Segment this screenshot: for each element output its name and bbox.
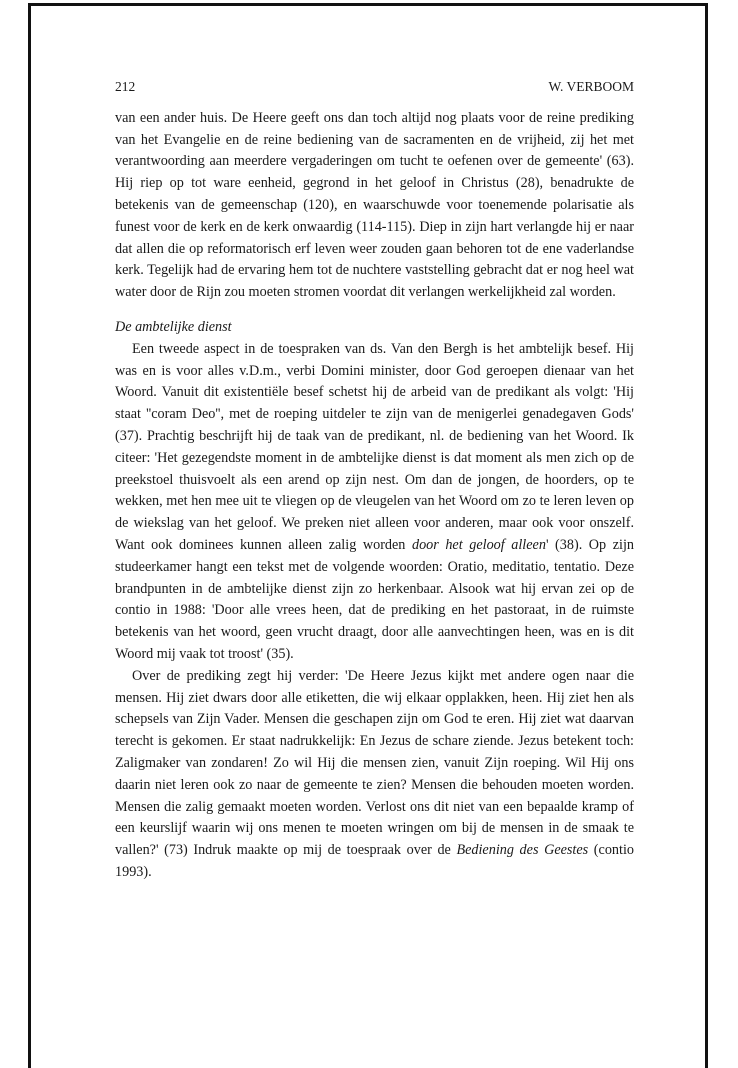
paragraph-3-emphasis: Bediening des Geestes <box>456 842 589 859</box>
page-number: 212 <box>115 79 136 94</box>
paragraph-2-text-a: Een tweede aspect in de toespraken van ds. Van den Bergh is het ambtelijk besef. Hij was en is voor alles v.D.m., verbi Domini minister, door God geroepen dienaar van het Woord. Vanuit dit existentiële besef schetst hij de arbeid van de predikant als volgt: 'Hij staat ''coram Deo'', met de roeping uitdeler te zijn van de menigerlei genadegaven Gods' (37). Prachtig beschrijft hij de taak van de predikant, nl. de bediening van het Woord. Ik citeer: 'Het gezegendste moment in de ambtelijke dienst is dat moment als men zich op de preekstoel thuisvoelt als een arend op zijn nest. Om dan de jongen, de hoorders, op te wekken, met hen mee uit te vliegen op de vleugelen van het Woord om zo te leren leven op de wiekslag van het geloof. We preken niet alleen voor anderen, maar ook voor onszelf. Want ook dominees kunnen alleen zalig worden <box>115 340 634 553</box>
paragraph-2-emphasis: door het geloof alleen <box>411 536 546 553</box>
section-heading: De ambtelijke dienst <box>115 318 232 335</box>
paragraph-3 <box>115 666 634 884</box>
paragraph-3-text-b: (contio 1993). <box>115 842 634 880</box>
scan-border-left <box>28 3 31 1068</box>
paragraph-2-text-b: ' (38). Op zijn studeerkamer hangt een tekst met de volgende woorden: Oratio, meditatio, tentatio. Deze brandpunten in de ambtelijke dienst zijn zo herkenbaar. Alsook wat hij ervan zei op de contio in 1988: 'Door alle vrees heen, dat de prediking en het pastoraat, in de ruimste betekenis van het woord, geen vrucht draagt, door alle aanvechtingen heen, was en is dit Woord mij vaak tot troost' (35). <box>115 536 634 662</box>
page-content <box>115 76 634 884</box>
running-head: W. VERBOOM <box>548 79 634 94</box>
scan-border-right <box>705 3 708 1068</box>
paragraph-3-text-a: Over de prediking zegt hij verder: 'De Heere Jezus kijkt met andere ogen naar die mensen. Hij ziet dwars door alle etiketten, die wij elkaar opplakken, heen. Hij ziet hen als schepsels van Zijn Vader. Mensen die geschapen zijn om God te eren. Hij ziet wat daarvan terecht is gekomen. Er staat nadrukkelijk: En Jezus de schare ziende. Jezus betekent toch: Zaligmaker van zondaren! Zo wil Hij die mensen zien, vanuit Zijn roeping. Wil Hij ons daarin niet leren ook zo naar de gemeente te zien? Mensen die behouden moeten worden. Mensen die zalig gemaakt moeten worden. Verlost ons dit niet van een bepaalde kramp of een keurslijf waarin wij ons menen te moeten wringen om bij de mensen in de smaak te vallen?' (73) Indruk maakte op mij de toespraak over de <box>115 667 634 859</box>
paragraph-2 <box>115 339 634 666</box>
scan-border-top <box>28 3 708 6</box>
paragraph-1: van een ander huis. De Heere geeft ons dan toch altijd nog plaats voor de reine prediking van het Evangelie en de reine bediening van de sacramenten en de vrijheid, zij het met verantwoording aan meerdere vergaderingen om tucht te oefenen over de gemeente' (63). Hij riep op tot ware eenheid, gegrond in het geloof in Christus (28), benadrukte de betekenis van de gemeenschap (120), en waarschuwde voor toenemende polarisatie als funest voor de kerk en de kerk onwaardig (114-115). Diep in zijn hart verlangde hij er naar dat allen die op reformatorisch erf leven weer zouden gaan behoren tot de ene vaderlandse kerk. Tegelijk had de ervaring hem tot de nuchtere vaststelling gebracht dat er nog heel wat water door de Rijn zou moeten stromen voordat dit verlangen werkelijkheid zal worden. <box>115 109 634 301</box>
page-header <box>115 76 634 98</box>
